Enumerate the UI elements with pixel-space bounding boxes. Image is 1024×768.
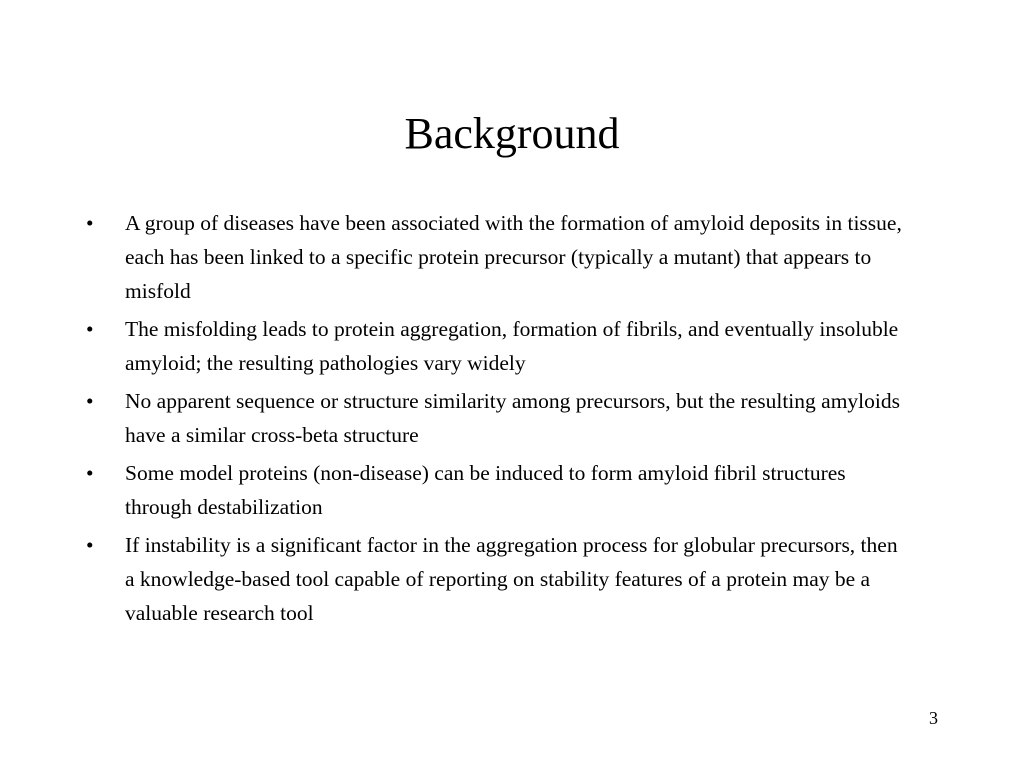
page-number: 3 xyxy=(929,708,938,728)
bullet-icon: • xyxy=(86,461,94,485)
bullet-text: If instability is a significant factor in the aggregation process for globular precursors, then a knowledge-based tool capable of reporting on stability features of a protein may be a valuable research tool xyxy=(125,533,898,625)
bullet-item xyxy=(86,384,906,452)
bullet-icon: • xyxy=(86,389,94,413)
bullet-list xyxy=(86,206,906,634)
bullet-item xyxy=(86,456,906,524)
bullet-icon: • xyxy=(86,317,94,341)
bullet-item xyxy=(86,528,906,630)
bullet-text: No apparent sequence or structure similarity among precursors, but the resulting amyloids have a similar cross-beta structure xyxy=(125,389,900,447)
bullet-text: A group of diseases have been associated with the formation of amyloid deposits in tissue, each has been linked to a specific protein precursor (typically a mutant) that appears to misfold xyxy=(125,211,902,303)
bullet-item xyxy=(86,206,906,308)
bullet-item xyxy=(86,312,906,380)
slide-title: Background xyxy=(404,109,620,158)
bullet-icon: • xyxy=(86,533,94,557)
bullet-text: Some model proteins (non-disease) can be induced to form amyloid fibril structures through destabilization xyxy=(125,461,846,519)
bullet-text: The misfolding leads to protein aggregation, formation of fibrils, and eventually insoluble amyloid; the resulting pathologies vary widely xyxy=(125,317,899,375)
bullet-icon: • xyxy=(86,211,94,235)
